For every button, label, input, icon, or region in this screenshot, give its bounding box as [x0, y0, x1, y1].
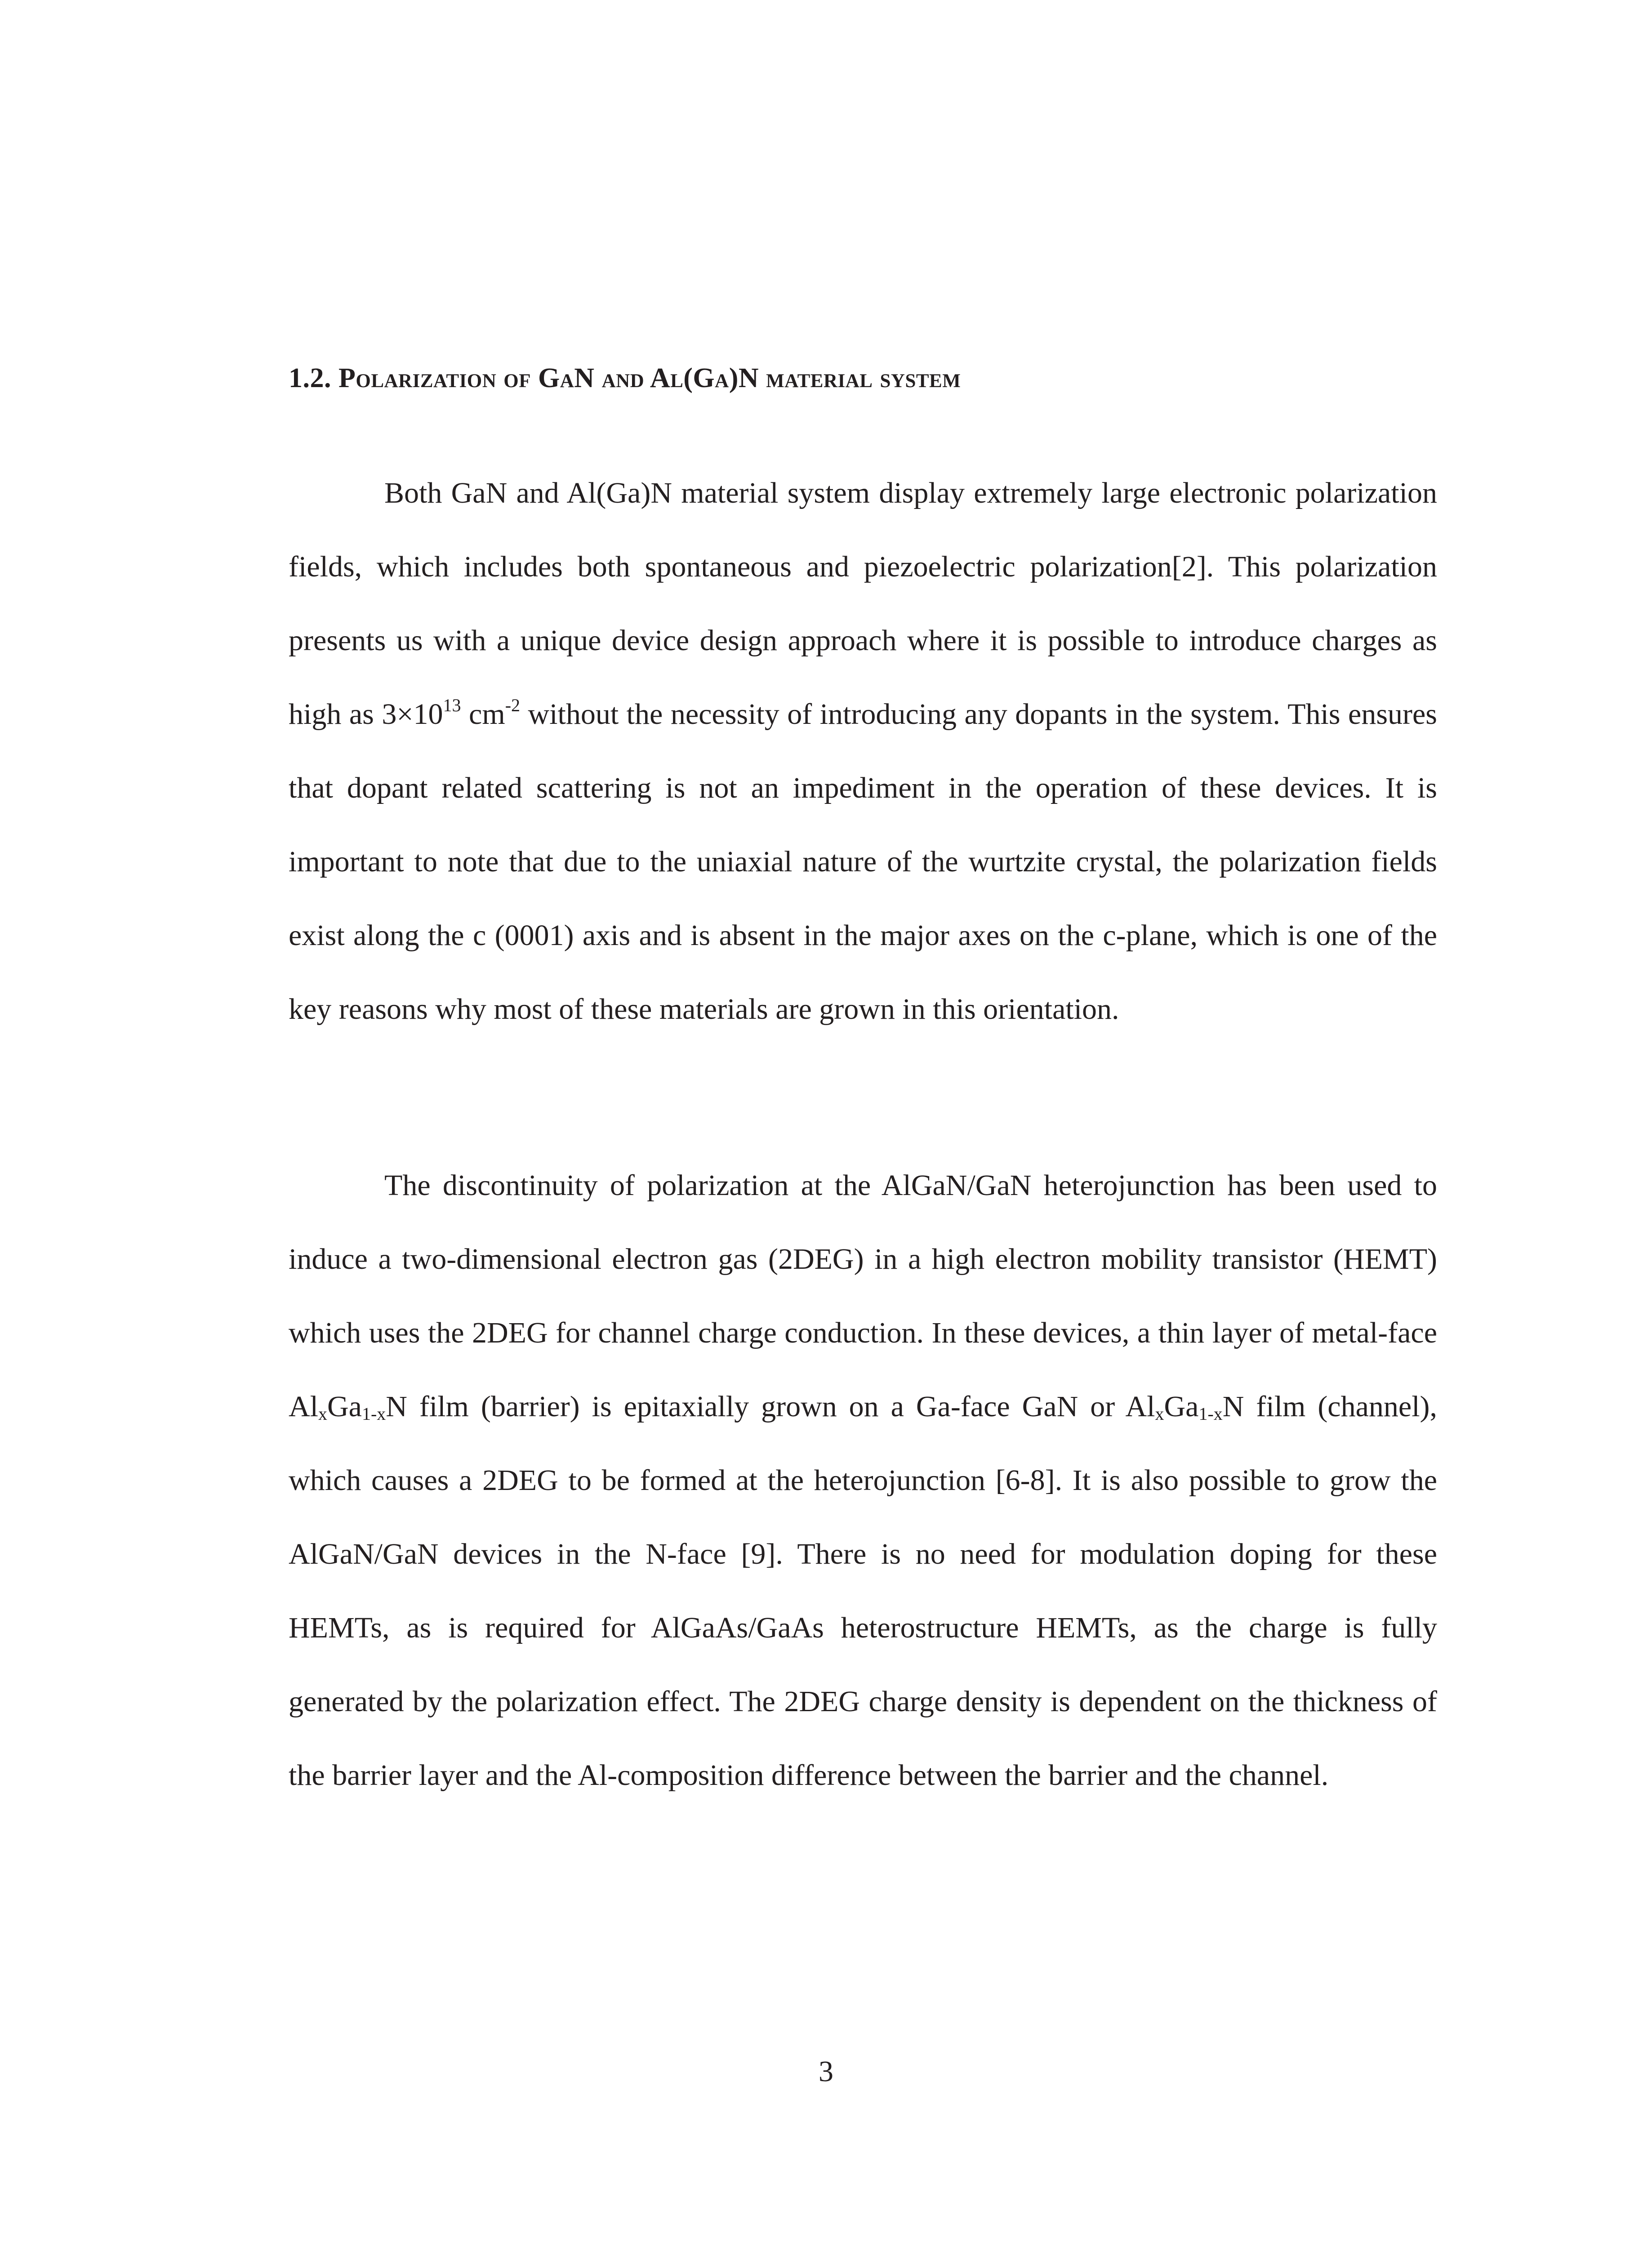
body-paragraph — [289, 1149, 1437, 1812]
paragraph-text: Both GaN and Al(Ga)N material system display extremely large electronic polarization fields, which includes both spontaneous and piezoelectric polarization[2]. This polarization presents us with a unique device design approach where it is possible to introduce charges as high as 3×10 — [289, 477, 1437, 731]
section-number: 1.2. — [289, 363, 331, 393]
section-heading — [289, 364, 961, 392]
section-title — [338, 363, 961, 393]
paragraph-text: Ga — [1164, 1390, 1199, 1423]
superscript: 13 — [443, 695, 461, 715]
section-title-part: and — [594, 363, 650, 393]
section-title-part: material system — [759, 363, 961, 393]
subscript: 1-x — [361, 1404, 386, 1424]
paragraph-text: The discontinuity of polarization at the AlGaN/GaN heterojunction has been used to induce a two-dimensional electron gas (2DEG) in a high electron mobility transistor (HEMT) which uses the 2DEG for channel charge conduction. In these devices, a thin layer of metal-face Al — [289, 1169, 1437, 1423]
body-paragraph — [289, 456, 1437, 1046]
section-title-part: Al(Ga)N — [650, 363, 759, 393]
subscript: x — [318, 1404, 327, 1424]
paragraph-text: without the necessity of introducing any dopants in the system. This ensures that dopant related scattering is not an impediment in the operation of these devices. It is important to note that due to the uniaxial nature of the wurtzite crystal, the polarization fields exist along the c (0001) axis and is absent in the major axes on the c-plane, which is one of the key reasons why most of these materials are grown in this orientation. — [289, 698, 1437, 1026]
page-number: 3 — [819, 2055, 833, 2088]
superscript: -2 — [505, 695, 521, 715]
subscript: x — [1155, 1404, 1164, 1424]
paragraph-text: N film (channel), which causes a 2DEG to be formed at the heterojunction [6-8]. It is also possible to grow the AlGaN/GaN devices in the N-face [9]. There is no need for modulation doping for these HEMTs, as is required for AlGaAs/GaAs heterostructure HEMTs, as the charge is fully generated by the polarization effect. The 2DEG charge density is dependent on the thickness of the barrier layer and the Al-composition difference between the barrier and the channel. — [289, 1390, 1438, 1792]
paragraph-text: cm — [461, 698, 505, 731]
paragraph-text: Ga — [327, 1390, 362, 1423]
subscript: 1-x — [1198, 1404, 1223, 1424]
section-title-part: GaN — [538, 363, 595, 393]
section-title-part: Polarization of — [338, 363, 539, 393]
paragraph-text: N film (barrier) is epitaxially grown on a Ga-face GaN or Al — [386, 1390, 1155, 1423]
